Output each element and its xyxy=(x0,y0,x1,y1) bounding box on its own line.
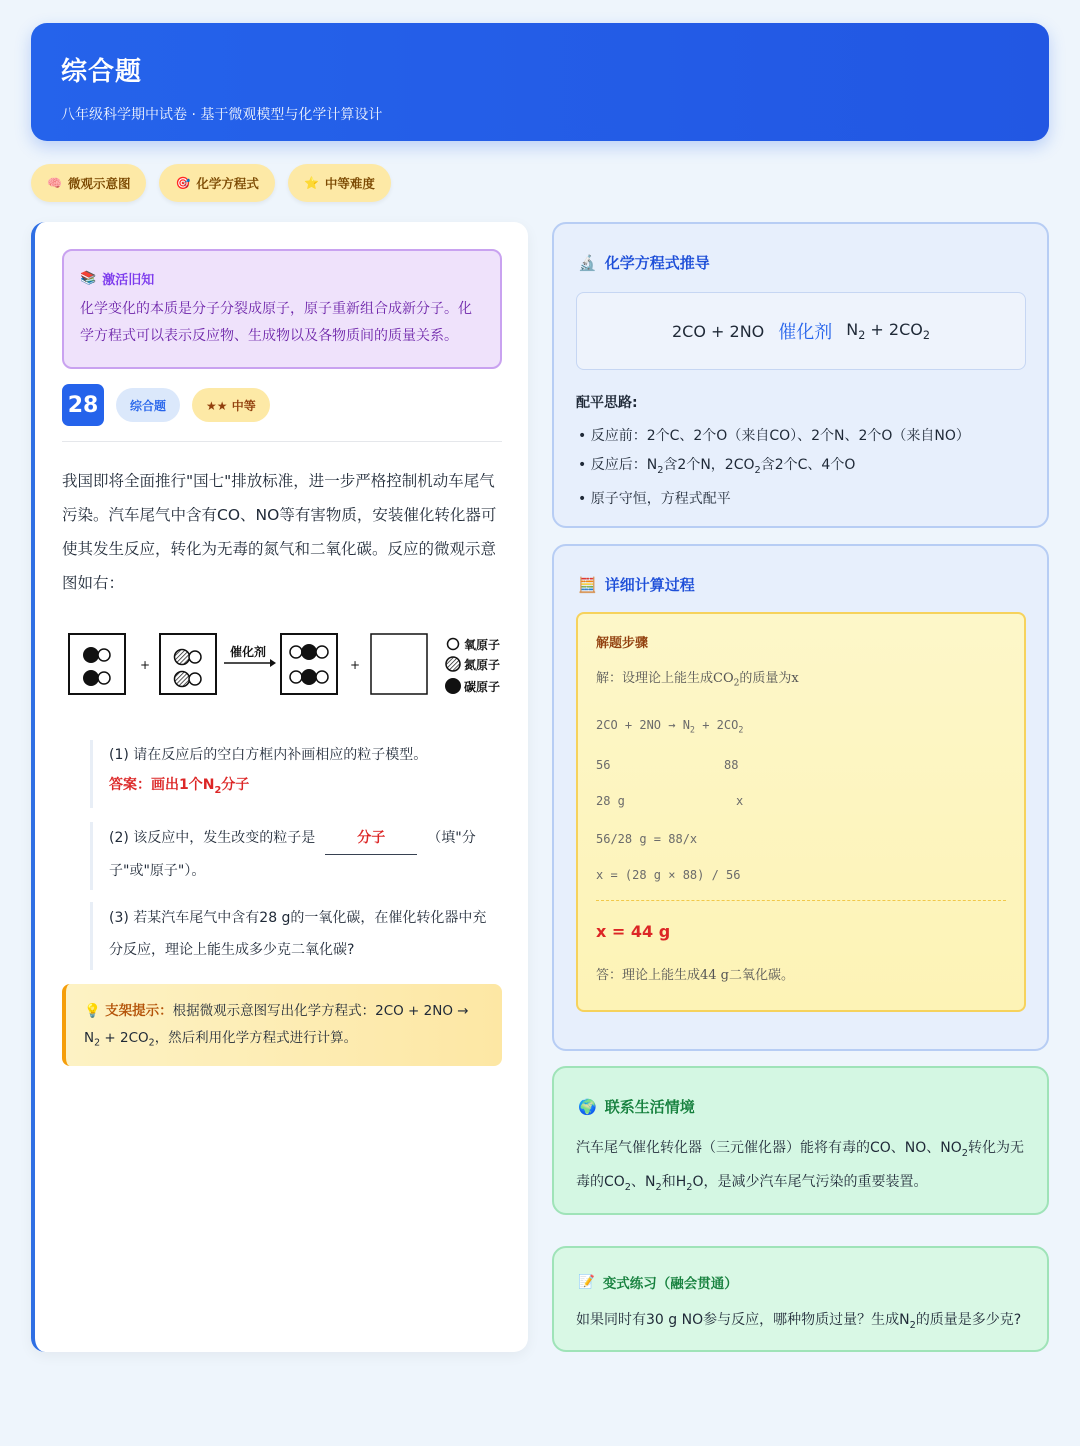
tag-difficulty xyxy=(288,164,391,202)
answer-suffix: 分子 xyxy=(221,777,250,793)
subscript: 2 xyxy=(655,1181,662,1193)
hint-text: ，然后利用化学方程式进行计算。 xyxy=(154,1030,358,1046)
carbon-atom xyxy=(301,669,317,685)
arrow-head xyxy=(270,659,276,667)
page-title: 综合题 xyxy=(61,57,143,87)
legend-nitrogen-icon xyxy=(446,657,460,671)
divider xyxy=(62,441,502,442)
page-header xyxy=(31,23,1049,141)
legend-oxygen: 氧原子 xyxy=(464,638,501,652)
books-icon: 📚 xyxy=(80,271,97,286)
practice-card xyxy=(552,1246,1049,1352)
subscript: 2 xyxy=(858,329,866,343)
oxygen-atom xyxy=(316,646,328,658)
calc-text: 28 g xyxy=(596,794,625,808)
catalyst-label: 催化剂 xyxy=(230,645,267,659)
card-title-text: 详细计算过程 xyxy=(604,576,695,594)
reactant-box-co xyxy=(69,634,125,694)
answer-prefix: 答案：画出1个N xyxy=(109,777,215,793)
legend-nitrogen: 氮原子 xyxy=(464,658,501,672)
subscript: 2 xyxy=(686,1181,693,1193)
equation-left: 2CO + 2NO xyxy=(671,321,765,341)
brain-icon: 🧠 xyxy=(47,176,62,190)
oxygen-atom xyxy=(98,649,110,661)
solution-setup xyxy=(596,667,1006,689)
carbon-atom xyxy=(83,647,99,663)
question-type-tag: 综合题 xyxy=(116,388,180,422)
calc-text: x xyxy=(736,794,744,808)
abacus-icon: 🧮 xyxy=(578,575,597,594)
oxygen-atom xyxy=(290,646,302,658)
card-title xyxy=(578,574,695,595)
subscript: 2 xyxy=(909,1319,916,1331)
oxygen-atom xyxy=(98,672,110,684)
practice-text-part: 如果同时有30 g NO参与反应，哪种物质过量？生成N xyxy=(576,1312,910,1328)
empty-product-box xyxy=(371,634,427,694)
subscript: 2 xyxy=(738,724,744,735)
balance-text: 含2个N，2CO xyxy=(663,457,755,473)
subscript: 2 xyxy=(733,678,740,689)
life-text: 汽车尾气催化转化器（三元催化器）能将有毒的CO、NO、NO xyxy=(576,1140,962,1156)
sub-question-2-text-after: （填"分子"或"原子"）。 xyxy=(109,830,476,879)
calc-ratio-row-b xyxy=(724,758,738,772)
question-difficulty-tag: ★★ 中等 xyxy=(192,388,270,422)
calc-text: 88 xyxy=(724,758,739,772)
balance-title: 配平思路: xyxy=(576,395,638,411)
oxygen-atom xyxy=(189,651,201,663)
question-panel xyxy=(31,222,528,1352)
equation-right xyxy=(846,320,930,342)
calc-solve: x = (28 g × 88) / 56 xyxy=(596,868,741,882)
oxygen-atom xyxy=(189,673,201,685)
calc-ratio-row xyxy=(596,758,610,772)
star-icon: ⭐ xyxy=(303,176,319,190)
sub-question-3: (3) 若某汽车尾气中含有28 g的一氧化碳，在催化转化器中充分反应，理论上能生成多少克二氧化碳? xyxy=(90,902,500,970)
memo-icon: 📝 xyxy=(578,1274,595,1290)
calc-text: 56 xyxy=(596,758,611,772)
balance-text: • 反应后：N xyxy=(578,457,658,473)
carbon-atom xyxy=(301,644,317,660)
question-stem: 我国即将全面推行"国七"排放标准，进一步严格控制机动车尾气污染。汽车尾气中含有CO、NO等有害物质，安装催化转化器可使其发生反应，转化为无毒的氮气和二氧化碳。反应的微观示意图如右： xyxy=(62,472,497,592)
sub-question-1-text: (1) 请在反应后的空白方框内补画相应的粒子模型。 xyxy=(109,747,428,763)
sol-text: 解：设理论上能生成CO xyxy=(596,671,734,686)
subscript: 2 xyxy=(689,724,695,735)
balance-text: 含2个C、4个O xyxy=(760,457,856,473)
oxygen-atom xyxy=(290,671,302,683)
scaffold-hint xyxy=(62,984,502,1066)
tag-label: 中等难度 xyxy=(324,176,375,191)
card-title xyxy=(578,1096,695,1117)
life-text: O，是减少汽车尾气污染的重要装置。 xyxy=(692,1173,928,1190)
subscript: 2 xyxy=(624,1181,632,1193)
equation-catalyst: 催化剂 xyxy=(778,322,833,343)
card-title xyxy=(578,252,710,273)
answer-sub: 2 xyxy=(214,784,222,796)
activate-title xyxy=(80,269,484,288)
sub-question-2 xyxy=(90,822,500,890)
equation-derivation-card xyxy=(552,222,1049,528)
lightbulb-icon: 💡 xyxy=(84,1003,101,1019)
microscope-icon: 🔬 xyxy=(578,253,597,272)
target-icon: 🎯 xyxy=(175,176,191,190)
calc-text: + 2CO xyxy=(694,718,739,732)
calc-text: 2CO + 2NO → N xyxy=(596,718,690,732)
life-text: 和H xyxy=(661,1173,687,1190)
subscript: 2 xyxy=(148,1037,155,1049)
hint-text: 根据微观示意图写出化学方程式：2CO + 2NO → xyxy=(172,1003,469,1019)
calc-mass-row-b xyxy=(736,794,743,808)
sub-question-1-answer xyxy=(109,770,500,806)
dashed-divider xyxy=(596,900,1006,901)
calc-result: x = 44 g xyxy=(596,922,671,941)
calc-proportion: 56/28 g = 88/x xyxy=(596,832,698,846)
globe-icon: 🌍 xyxy=(578,1097,597,1116)
legend-oxygen-icon xyxy=(448,639,459,650)
subscript: 2 xyxy=(961,1147,969,1159)
question-header xyxy=(62,384,270,426)
subscript: 2 xyxy=(754,464,761,476)
page-subtitle: 八年级科学期中试卷 · 基于微观模型与化学计算设计 xyxy=(61,107,383,123)
solution-steps-box xyxy=(576,612,1026,1012)
card-title-text: 化学方程式推导 xyxy=(604,254,710,272)
legend-carbon-icon xyxy=(445,678,461,694)
subscript: 2 xyxy=(94,1037,101,1049)
topic-tags xyxy=(31,164,391,202)
life-text: 转化为无毒的CO xyxy=(576,1140,1025,1190)
plus-sign: + xyxy=(350,658,361,672)
activate-title-text: 激活旧知 xyxy=(102,273,155,288)
tag-label: 化学方程式 xyxy=(196,176,259,191)
micro-reaction-diagram xyxy=(62,624,507,700)
nitrogen-atom xyxy=(175,650,190,665)
question-number: 28 xyxy=(62,384,104,426)
sol-text: 的质量为x xyxy=(739,671,799,686)
plus-sign: + xyxy=(140,658,151,672)
carbon-atom xyxy=(83,670,99,686)
hint-label: 支架提示： xyxy=(105,1003,173,1019)
life-text: 、N xyxy=(631,1173,656,1190)
card-title-text: 变式练习（融会贯通） xyxy=(602,1276,738,1292)
card-title-text: 联系生活情境 xyxy=(604,1098,695,1116)
calc-mass-row xyxy=(596,794,625,808)
steps-title: 解题步骤 xyxy=(596,636,649,651)
subscript: 2 xyxy=(922,329,930,343)
balance-line-2 xyxy=(578,451,970,485)
practice-text xyxy=(576,1306,1031,1340)
life-context-card xyxy=(552,1066,1049,1215)
reactant-box-no xyxy=(160,634,216,694)
activate-prior-knowledge xyxy=(62,249,502,369)
subscript: 2 xyxy=(657,464,664,476)
balance-line-3: • 原子守恒，方程式配平 xyxy=(578,490,731,507)
nitrogen-atom xyxy=(175,672,190,687)
eq-part: + 2CO xyxy=(865,319,923,339)
tag-equation xyxy=(159,164,274,202)
sub-question-1 xyxy=(90,740,500,808)
calc-equation xyxy=(596,718,743,734)
calculation-card xyxy=(552,544,1049,1051)
activate-text: 化学变化的本质是分子分裂成原子，原子重新组合成新分子。化学方程式可以表示反应物、生成物以及各物质间的质量关系。 xyxy=(80,301,472,344)
life-context-text xyxy=(576,1134,1031,1202)
hint-text: + 2CO xyxy=(100,1030,149,1046)
calc-final-answer: 答：理论上能生成44 g二氧化碳。 xyxy=(596,968,794,983)
balance-list xyxy=(578,422,970,514)
tag-micro-diagram xyxy=(31,164,146,202)
balance-line-1: • 反应前：2个C、2个O（来自CO）、2个N、2个O（来自NO） xyxy=(578,428,970,444)
tag-label: 微观示意图 xyxy=(67,176,131,191)
eq-part: N xyxy=(846,319,859,339)
oxygen-atom xyxy=(316,671,328,683)
legend-carbon: 碳原子 xyxy=(464,680,501,694)
hint-text: N xyxy=(84,1030,95,1046)
fill-blank-answer: 分子 xyxy=(325,822,417,855)
card-title xyxy=(578,1272,738,1292)
practice-text-part: 的质量是多少克? xyxy=(915,1312,1022,1328)
equation-box xyxy=(576,292,1026,370)
sub-question-2-text: (2) 该反应中，发生改变的粒子是 xyxy=(109,830,316,846)
